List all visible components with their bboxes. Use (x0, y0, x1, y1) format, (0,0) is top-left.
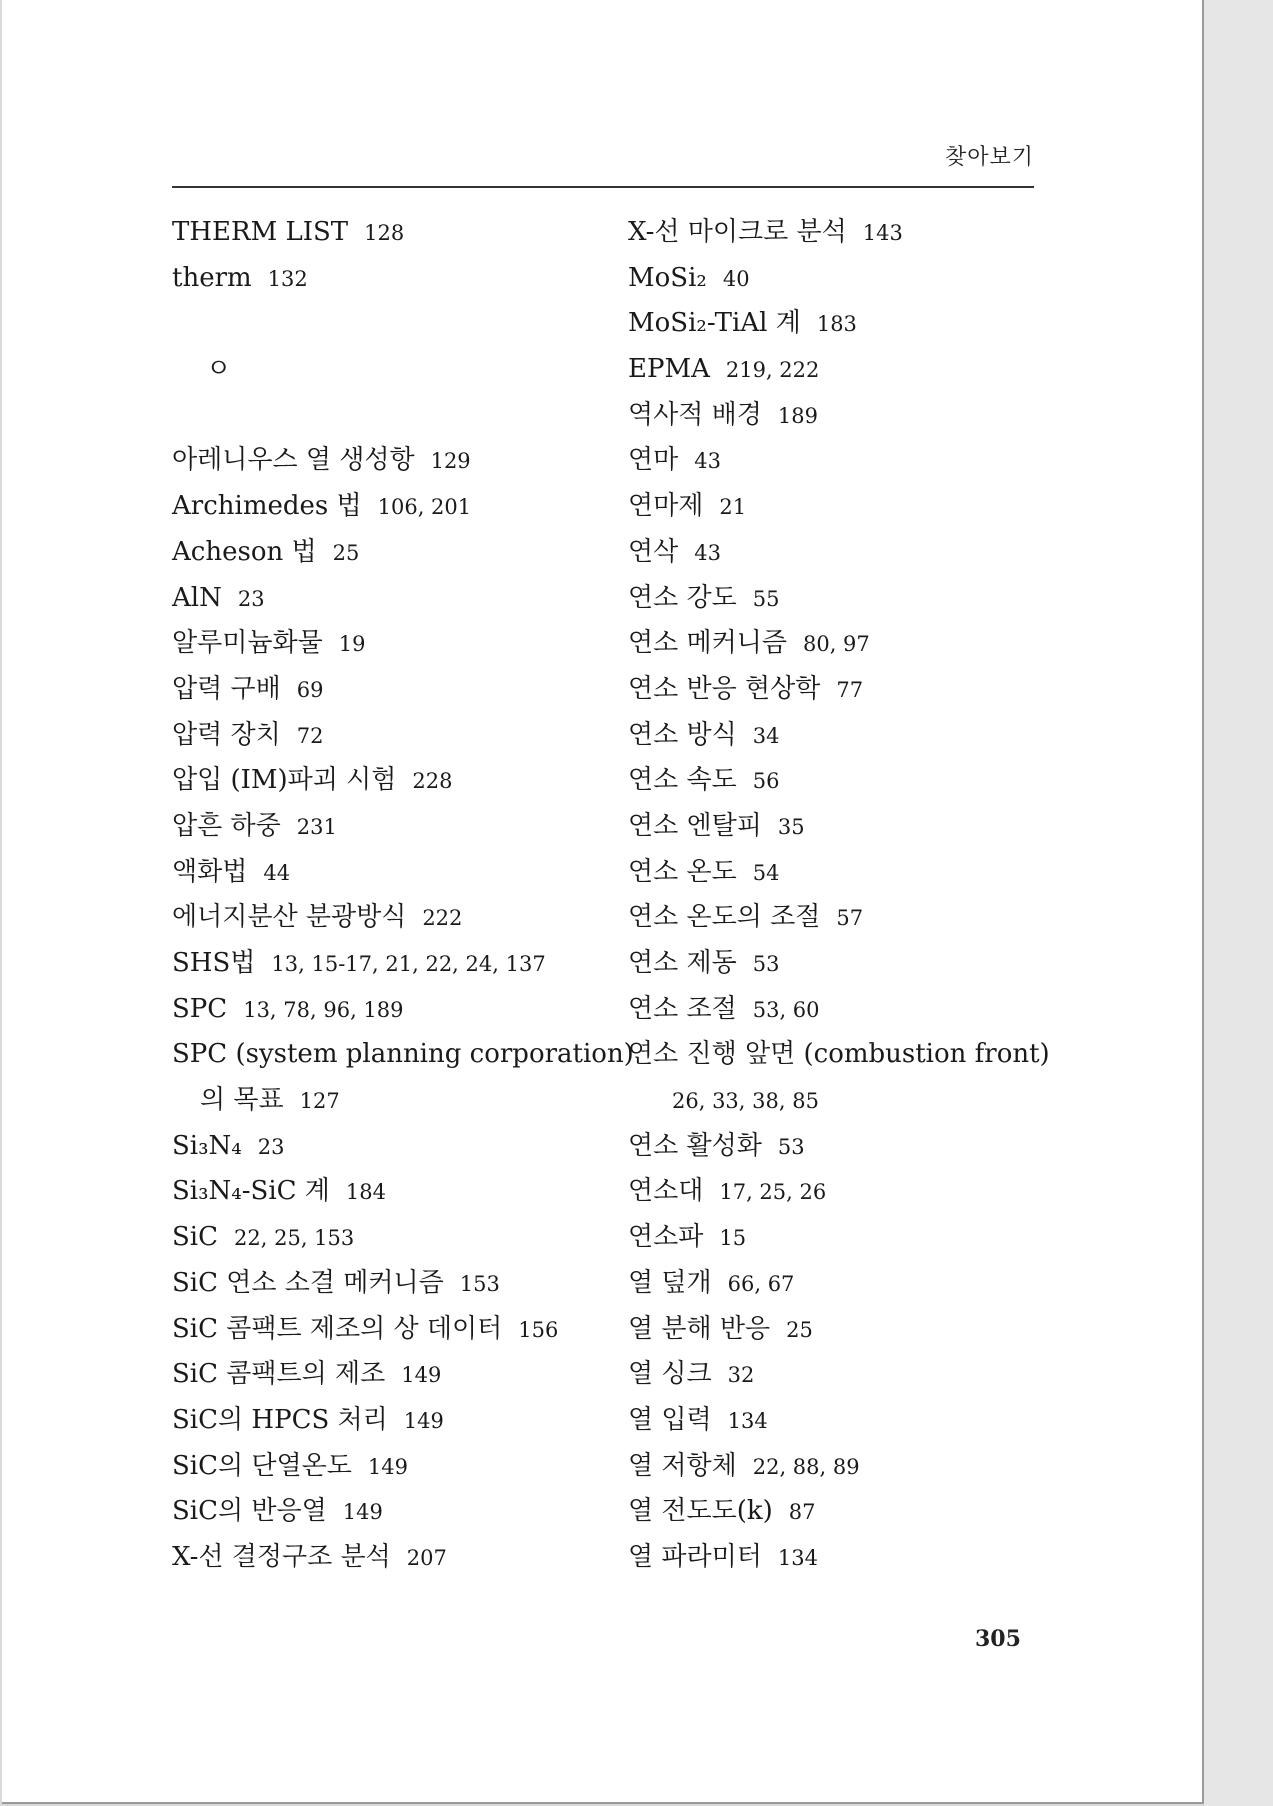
entry-pages: 66, 67 (727, 1271, 795, 1296)
entry-term: 열 파라미터 (628, 1541, 762, 1572)
entry-term: 연소 활성화 (628, 1130, 762, 1161)
entry-term: EPMA (628, 354, 710, 385)
index-entry (172, 1307, 612, 1353)
index-entry (628, 1535, 1068, 1581)
entry-term: 아레니우스 열 생성항 (172, 445, 415, 476)
entry-pages: 53 (752, 952, 780, 976)
index-entry (172, 438, 612, 484)
entry-term: Si₃N₄-SiC 계 (172, 1176, 330, 1207)
entry-pages: 127 (299, 1089, 340, 1114)
index-entry (628, 530, 1068, 576)
entry-term: MoSi₂ (628, 262, 707, 293)
entry-pages: 69 (296, 677, 324, 702)
entry-pages: 23 (257, 1134, 285, 1159)
entry-term: 연소 반응 현상학 (628, 673, 821, 704)
index-entry (628, 347, 1068, 393)
index-entry (628, 1261, 1068, 1307)
entry-pages: 21 (719, 495, 747, 520)
page-number: 305 (975, 1626, 1021, 1652)
entry-term: X-선 마이크로 분석 (628, 217, 847, 247)
index-entry (172, 1032, 634, 1078)
index-entry (172, 530, 612, 576)
entry-pages: 77 (836, 677, 864, 702)
entry-pages: 134 (727, 1408, 768, 1433)
index-entry (172, 1489, 612, 1535)
entry-term: 열 입력 (628, 1404, 712, 1435)
entry-pages: 15 (719, 1226, 747, 1251)
index-entry (172, 1444, 612, 1490)
entry-term: 연소 온도 (628, 856, 737, 887)
entry-pages: 53 (777, 1134, 805, 1159)
entry-term: 연소 온도의 조절 (628, 902, 821, 933)
index-entry (172, 576, 612, 622)
index-entry (628, 987, 1068, 1033)
entry-pages: 53, 60 (752, 997, 820, 1022)
entry-pages: 207 (406, 1545, 447, 1570)
entry-term: 에너지분산 분광방식 (172, 902, 407, 933)
index-entry (628, 1398, 1068, 1444)
entry-term: 연소 조절 (628, 993, 737, 1024)
entry-term: 연소 방식 (628, 719, 737, 750)
index-entry (172, 1352, 612, 1398)
index-entry (628, 758, 1068, 804)
index-entry-continuation (172, 1078, 612, 1124)
entry-pages: 228 (412, 769, 453, 794)
entry-pages: 13, 15-17, 21, 22, 24, 137 (271, 952, 546, 976)
entry-term: 액화법 (172, 856, 248, 887)
index-entry (172, 850, 612, 896)
entry-pages: 22, 88, 89 (752, 1454, 860, 1479)
entry-term: SiC의 HPCS 처리 (172, 1404, 388, 1435)
index-entry (172, 713, 612, 759)
entry-pages: 55 (752, 586, 780, 611)
index-entry (172, 804, 612, 850)
entry-term: 압력 장치 (172, 719, 281, 750)
blank-line (172, 301, 612, 347)
entry-pages: 43 (694, 449, 721, 474)
entry-pages: 87 (788, 1500, 816, 1525)
entry-term: 압흔 하중 (172, 810, 281, 841)
entry-term: Acheson 법 (172, 536, 317, 567)
entry-pages: 153 (459, 1271, 500, 1296)
entry-pages: 219, 222 (725, 358, 820, 383)
index-entry (628, 1032, 1068, 1078)
entry-pages: 106, 201 (377, 495, 472, 520)
heading-letter: ㅇ (206, 354, 232, 385)
entry-term: Si₃N₄ (172, 1130, 242, 1161)
entry-term: 열 저항체 (628, 1450, 737, 1481)
entry-pages: 128 (364, 221, 405, 245)
index-entry (172, 1398, 612, 1444)
index-entry (628, 1489, 1068, 1535)
index-entry (628, 1124, 1068, 1170)
entry-term: 연마 (628, 445, 679, 476)
entry-pages: 17, 25, 26 (719, 1180, 827, 1205)
index-column-right (628, 210, 1068, 1581)
index-entry (172, 621, 612, 667)
entry-term: SPC (172, 993, 228, 1024)
entry-term: 압입 (IM)파괴 시험 (172, 765, 397, 796)
entry-pages: 40 (722, 266, 750, 291)
book-page (2, 0, 1204, 1804)
entry-term: 연소파 (628, 1222, 704, 1253)
index-entry (628, 393, 1068, 439)
entry-term: 알루미늄화물 (172, 628, 323, 659)
entry-term: SiC (172, 1222, 219, 1253)
entry-pages: 132 (267, 266, 308, 291)
entry-term: 압력 구배 (172, 673, 281, 704)
entry-pages: 56 (752, 769, 780, 794)
index-entry (628, 804, 1068, 850)
index-entry (172, 1215, 612, 1261)
entry-term: 연삭 (628, 536, 679, 567)
entry-term: 연소 메커니즘 (628, 628, 787, 659)
entry-pages: 231 (296, 814, 337, 839)
entry-pages: 25 (786, 1317, 813, 1342)
entry-pages: 25 (332, 540, 360, 565)
index-entry (628, 1444, 1068, 1490)
entry-pages: 149 (403, 1408, 444, 1433)
entry-term: MoSi₂-TiAl 계 (628, 308, 801, 339)
index-entry (172, 1169, 612, 1215)
entry-term: 연소 엔탈피 (628, 810, 762, 841)
index-entry (628, 1169, 1068, 1215)
entry-pages: 72 (296, 723, 324, 748)
index-entry (628, 484, 1068, 530)
viewer-gutter (1204, 0, 1273, 1806)
index-entry (172, 667, 612, 713)
index-entry (172, 1535, 612, 1581)
entry-term: 역사적 배경 (628, 399, 762, 430)
entry-term: SiC의 반응열 (172, 1496, 327, 1527)
entry-term: 연소 제동 (628, 948, 737, 978)
entry-pages: 26, 33, 38, 85 (672, 1089, 819, 1114)
index-entry (172, 987, 612, 1033)
index-entry (628, 713, 1068, 759)
section-title: 찾아보기 (944, 145, 1034, 170)
index-entry (172, 895, 612, 941)
entry-pages: 183 (816, 312, 857, 337)
index-entry (172, 758, 612, 804)
entry-pages: 32 (727, 1363, 755, 1388)
entry-pages: 149 (401, 1363, 442, 1388)
entry-term: 열 분해 반응 (628, 1313, 771, 1344)
index-entry (628, 1215, 1068, 1261)
entry-term: 연소대 (628, 1176, 704, 1207)
entry-term: 연마제 (628, 491, 704, 522)
entry-pages: 80, 97 (802, 632, 870, 657)
entry-term: AlN (172, 582, 222, 613)
index-entry (172, 941, 612, 987)
entry-term: SHS법 (172, 948, 256, 978)
entry-term: 연소 진행 앞면 (combustion front) (628, 1039, 1050, 1070)
entry-pages: 35 (777, 814, 805, 839)
entry-term: THERM LIST (172, 217, 349, 247)
index-entry (628, 941, 1068, 987)
entry-pages: 143 (862, 221, 903, 245)
index-entry (628, 438, 1068, 484)
entry-term: therm (172, 262, 252, 293)
index-entry (172, 1261, 612, 1307)
entry-term: 열 덮개 (628, 1267, 712, 1298)
entry-term: 열 전도도(k) (628, 1496, 773, 1527)
index-entry (628, 1307, 1068, 1353)
header-rule (172, 186, 1034, 188)
index-entry (628, 256, 1068, 302)
entry-term: X-선 결정구조 분석 (172, 1541, 391, 1572)
index-entry (628, 576, 1068, 622)
entry-pages: 149 (367, 1454, 408, 1479)
entry-term: 연소 강도 (628, 582, 737, 613)
index-entry (172, 484, 612, 530)
index-entry (172, 256, 612, 302)
index-entry (172, 210, 612, 256)
index-entry (628, 1352, 1068, 1398)
index-entry (628, 621, 1068, 667)
index-entry (628, 850, 1068, 896)
entry-pages: 156 (518, 1317, 559, 1342)
entry-term: SiC 콤팩트 제조의 상 데이터 (172, 1313, 503, 1344)
index-entry-continuation (628, 1078, 1068, 1124)
entry-pages: 44 (263, 860, 291, 885)
blank-line (172, 393, 612, 439)
entry-pages: 57 (836, 906, 864, 931)
index-section-heading (172, 347, 612, 393)
entry-pages: 43 (694, 540, 721, 565)
entry-pages: 19 (338, 632, 366, 657)
index-column-left (172, 210, 634, 1581)
index-entry (172, 1124, 612, 1170)
entry-pages: 184 (345, 1180, 387, 1205)
entry-pages: 54 (752, 860, 780, 885)
entry-term: 연소 속도 (628, 765, 737, 796)
entry-term: SiC 연소 소결 메커니즘 (172, 1267, 444, 1298)
entry-pages: 13, 78, 96, 189 (243, 997, 404, 1022)
entry-term: 열 싱크 (628, 1359, 712, 1390)
entry-pages: 34 (752, 723, 780, 748)
entry-pages: 22, 25, 153 (234, 1226, 355, 1251)
index-entry (628, 301, 1068, 347)
entry-pages: 222 (422, 906, 463, 931)
index-entry (628, 667, 1068, 713)
entry-term: SiC 콤팩트의 제조 (172, 1359, 386, 1390)
entry-pages: 129 (430, 449, 471, 474)
index-entry (628, 895, 1068, 941)
entry-term: SPC (system planning corporation) (172, 1039, 634, 1070)
entry-term: Archimedes 법 (172, 491, 362, 522)
entry-pages: 134 (777, 1545, 818, 1570)
index-entry (628, 210, 1068, 256)
entry-term: 의 목표 (200, 1085, 284, 1116)
entry-term: SiC의 단열온도 (172, 1450, 352, 1481)
entry-pages: 149 (342, 1500, 383, 1525)
entry-pages: 189 (777, 403, 818, 428)
entry-pages: 23 (237, 586, 265, 611)
